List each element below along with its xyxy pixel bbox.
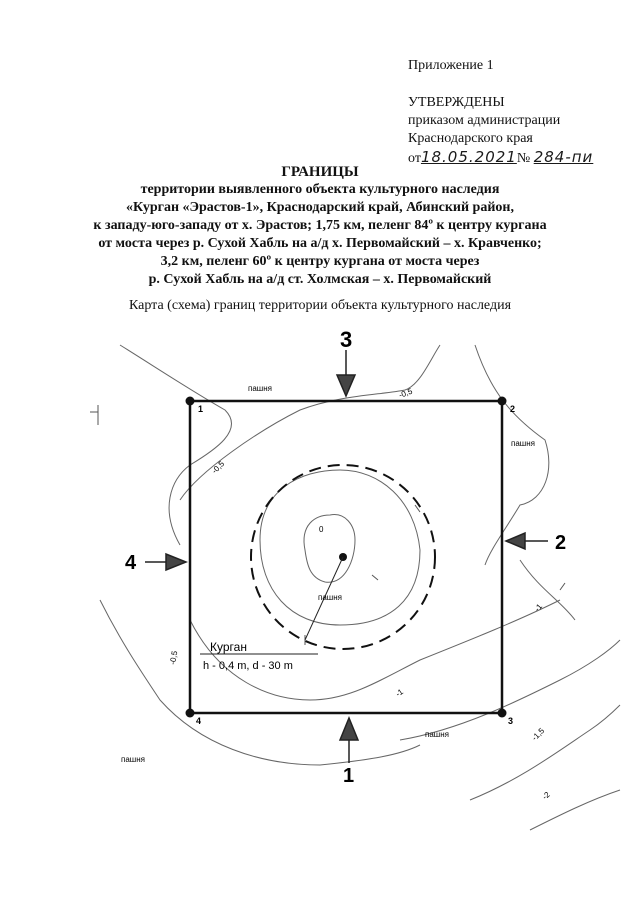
title-line-5: от моста через р. Сухой Хабль на а/д х. Первомайский – х. Кравченко; (98, 236, 542, 251)
handwritten-date: 18.05.2021 (420, 148, 517, 166)
contour-line (180, 345, 440, 500)
date-prefix: от (408, 151, 421, 166)
contour-label-minus1-right: -1 (532, 602, 545, 614)
arrow-label-south: 1 (343, 765, 355, 787)
approved-line-3: Краснодарского края (408, 131, 533, 146)
title-line-2: территории выявленного объекта культурного наследия (140, 182, 500, 197)
approval-block (408, 94, 593, 168)
mound-label: Курган (210, 640, 247, 654)
corner-label-1: 1 (198, 404, 204, 414)
title-line-1: ГРАНИЦЫ (281, 164, 359, 180)
boundary-map (0, 320, 640, 840)
contour-line (470, 705, 620, 800)
number-prefix: № (516, 151, 531, 166)
contour-label-left: -0,5 (168, 650, 180, 666)
title-line-6: 3,2 км, пеленг 60º к центру кургана от моста через (160, 254, 480, 269)
mound-parameters: h - 0,4 m, d - 30 m (203, 660, 293, 672)
title-line-4: к западу-юго-западу от х. Эрастов; 1,75 км, пеленг 84º к центру кургана (93, 218, 547, 233)
approved-line-2: приказом администрации (408, 113, 561, 128)
contour-label-minus1-center: -1 (393, 687, 405, 699)
contour-lines (100, 345, 620, 830)
map-caption: Карта (схема) границ территории объекта культурного наследия (128, 298, 512, 313)
field-label-top: пашня (248, 384, 272, 393)
corner-point-2 (498, 397, 507, 406)
corner-point-3 (498, 709, 507, 718)
appendix-label: Приложение 1 (408, 58, 494, 73)
field-label-center: пашня (318, 593, 342, 602)
document-title (0, 163, 640, 289)
contour-line (475, 345, 549, 565)
corner-label-4: 4 (196, 716, 202, 726)
arrow-east (506, 533, 548, 549)
arrow-north (337, 350, 355, 396)
approved-title: УТВЕРЖДЕНЫ (408, 95, 505, 110)
contour-line (100, 600, 420, 765)
corner-point-4 (186, 709, 195, 718)
corner-point-1 (186, 397, 195, 406)
arrow-south (340, 718, 358, 763)
field-label-right: пашня (511, 439, 535, 448)
corner-label-3: 3 (508, 716, 514, 726)
corner-label-2: 2 (510, 404, 516, 414)
contour-label-zero: 0 (319, 525, 324, 534)
contour-label-top: -0,5 (397, 386, 414, 400)
field-label-bottom-right: пашня (425, 730, 449, 739)
contour-ticks (90, 405, 565, 645)
contour-label-inner-left: -0,5 (210, 459, 227, 476)
contour-label-minus2: -2 (540, 790, 552, 802)
title-line-7: р. Сухой Хабль на а/д ст. Холмская – х. Первомайский (148, 272, 492, 287)
handwritten-number: 284-пи (533, 148, 594, 166)
contour-line (520, 560, 575, 620)
contour-line (304, 515, 355, 583)
arrow-label-north: 3 (340, 327, 353, 352)
arrow-label-east: 2 (555, 532, 567, 554)
arrow-label-west: 4 (125, 552, 137, 574)
contour-line (120, 345, 232, 545)
arrow-west (145, 554, 186, 570)
title-line-3: «Курган «Эрастов-1», Краснодарский край, Абинский район, (126, 200, 514, 215)
field-label-bottom-left: пашня (121, 755, 145, 764)
contour-label-minus1-5: -1,5 (530, 726, 547, 743)
